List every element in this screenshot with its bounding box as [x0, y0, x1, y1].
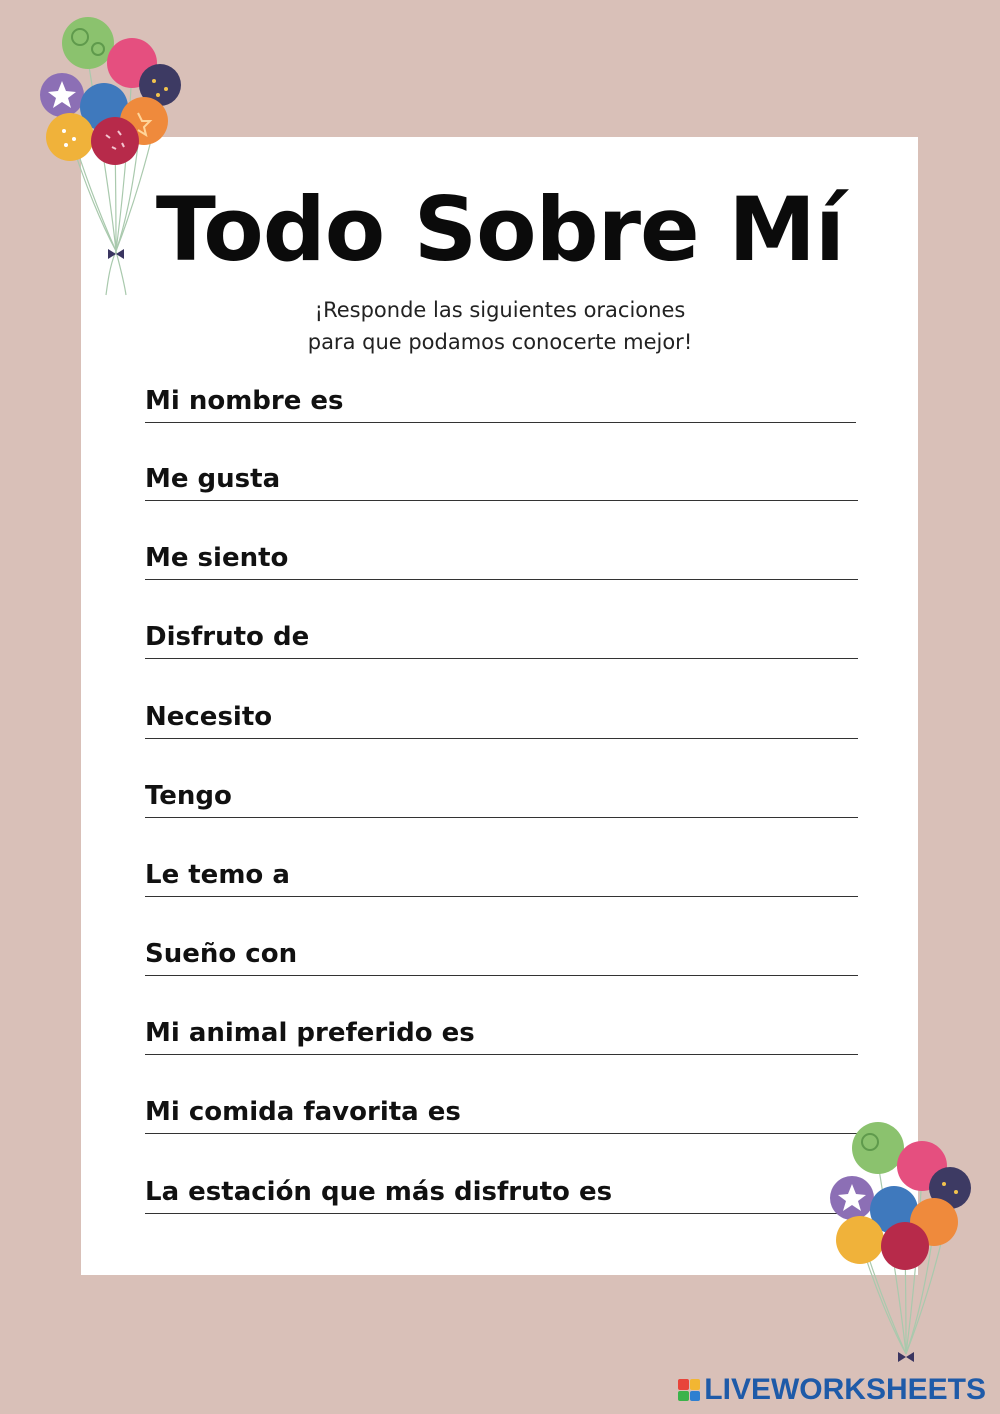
- prompt-temo[interactable]: [145, 856, 858, 897]
- prompt-animal[interactable]: [145, 1014, 858, 1055]
- prompt-label: Mi comida favorita es: [145, 1097, 461, 1127]
- liveworksheets-logo: [678, 1374, 986, 1406]
- prompt-label: Sueño con: [145, 939, 298, 969]
- balloon-cluster-icon: [822, 1118, 982, 1368]
- prompt-label: Necesito: [145, 702, 273, 732]
- prompt-nombre[interactable]: [145, 382, 856, 423]
- prompt-sueno[interactable]: [145, 935, 858, 976]
- prompt-label: Disfruto de: [145, 622, 310, 652]
- prompt-disfruto[interactable]: [145, 618, 858, 659]
- prompt-comida[interactable]: [145, 1093, 858, 1134]
- prompt-label: Me gusta: [145, 464, 281, 494]
- prompt-label: La estación que más disfruto es: [145, 1177, 613, 1207]
- worksheet-subtitle: [0, 294, 1000, 358]
- liveworksheets-logo-icon: [678, 1379, 700, 1401]
- prompt-siento[interactable]: [145, 539, 858, 580]
- prompt-gusta[interactable]: [145, 460, 858, 501]
- prompt-label: Mi animal preferido es: [145, 1018, 475, 1048]
- worksheet-title: Todo Sobre Mí: [155, 178, 845, 281]
- subtitle-line-1: ¡Responde las siguientes oraciones: [314, 298, 686, 322]
- prompt-label: Mi nombre es: [145, 386, 344, 416]
- prompt-label: Le temo a: [145, 860, 290, 890]
- prompt-estacion[interactable]: [145, 1173, 858, 1214]
- prompt-tengo[interactable]: [145, 777, 858, 818]
- balloon-cluster-icon: [30, 15, 190, 300]
- subtitle-line-2: para que podamos conocerte mejor!: [307, 330, 693, 354]
- prompt-label: Me siento: [145, 543, 289, 573]
- brand-name: LIVEWORKSHEETS: [704, 1373, 986, 1406]
- prompt-necesito[interactable]: [145, 698, 858, 739]
- prompt-label: Tengo: [145, 781, 232, 811]
